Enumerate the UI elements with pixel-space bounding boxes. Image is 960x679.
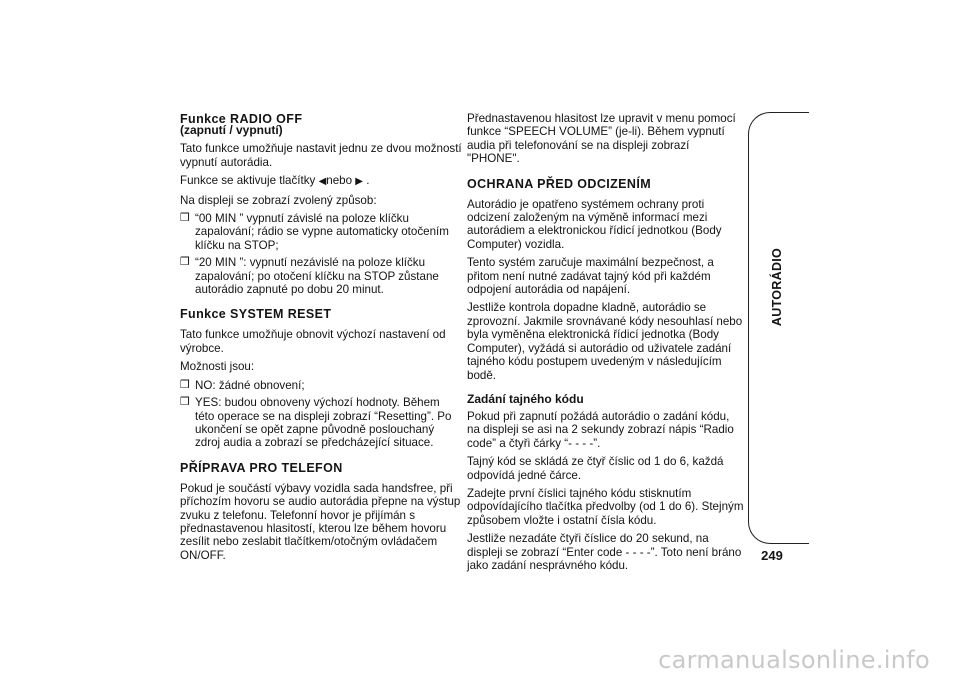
speech-volume-paragraph: Přednastavenou hlasitost lze upravit v menu pomocí funkce “SPEECH VOLUME” (je-li). Během vypnutí audia při telefonování se na displeji zobrazí "PHONE".	[467, 112, 736, 166]
code-entry-paragraph-2: Tajný kód se skládá ze čtyř číslic od 1 do 6, každá odpovídá jedné čárce.	[467, 455, 724, 482]
list-item: ❒ “00 MIN ” vypnutí závislé na poloze klíčku zapalování; rádio se vypne automaticky otočením klíčku na STOP;	[180, 212, 449, 252]
list-item: ❒ YES: budou obnoveny výchozí hodnoty. Během této operace se na displeji zobrazí “Resetting”. Po ukončení se opět zapne původně poslouchaný zdroj audia a zobrazí se předcházející situace.	[180, 396, 452, 450]
phone-prep-heading: PŘÍPRAVA PRO TELEFON	[180, 460, 343, 475]
triangle-right-icon: ▶	[355, 176, 363, 188]
code-entry-paragraph-4: Jestliže nezadáte čtyři číslice do 20 sekund, na displeji se zobrazí “Enter code - - - -”. Toto není bráno jako zadání nesprávného kódu.	[467, 532, 742, 572]
code-entry-paragraph-1: Pokud při zapnutí požádá autorádio o zadání kódu, na displeji se asi na 2 sekundy zobrazí nápis “Radio code” a čtyři čárky “- - - -”.	[467, 409, 734, 450]
watermark: carmanualsonline.info	[658, 646, 930, 674]
right-column	[467, 112, 745, 577]
triangle-left-icon: ◀	[318, 176, 327, 188]
list-item: ❒ “20 MIN ”: vypnutí nezávislé na poloze klíčku zapalování; po otočení klíčku na STOP zůstane autorádio zapnuté po dobu 20 minut.	[180, 256, 439, 297]
theft-paragraph-2: Tento systém zaručuje maximální bezpečnost, a přitom není nutné zadávat tajný kód při každém odpojení autorádia od napájení.	[467, 256, 714, 297]
checkbox-bullet-icon: ❒	[180, 396, 190, 409]
system-reset-options-label: Možnosti jsou:	[180, 360, 255, 374]
section-tab-label: AUTORÁDIO	[770, 247, 785, 327]
phone-prep-paragraph: Pokud je součástí výbavy vozidla sada handsfree, při příchozím hovoru se audio autorádia přepne na výstup zvuku z telefonu. Telefonní hovor je přijímán s přednastavenou hlasitostí, kterou lze během hovoru zesílit nebo zeslabit tlačítkem/otočným ovládačem ON/OFF.	[180, 481, 461, 562]
system-reset-options-list	[180, 379, 462, 450]
radio-off-buttons-paragraph: Funkce se aktivuje tlačítky ◀nebo ▶ .	[180, 174, 370, 188]
radio-off-subheading: (zapnutí / vypnutí)	[180, 123, 283, 137]
radio-off-display-paragraph: Na displeji se zobrazí zvolený způsob:	[180, 193, 377, 207]
radio-off-paragraph: Tato funkce umožňuje nastavit jednu ze dvou možností vypnutí autorádia.	[180, 142, 462, 169]
left-column	[180, 112, 462, 567]
system-reset-heading: Funkce SYSTEM RESET	[180, 307, 332, 322]
theft-protection-heading: OCHRANA PŘED ODCIZENÍM	[467, 176, 652, 191]
checkbox-bullet-icon: ❒	[180, 212, 190, 225]
radio-off-options-list	[180, 212, 462, 296]
radio-off-heading: Funkce RADIO OFF	[180, 112, 303, 126]
checkbox-bullet-icon: ❒	[180, 378, 190, 391]
page-number: 249	[761, 548, 783, 563]
theft-paragraph-3: Jestliže kontrola dopadne kladně, autorádio se zprovozní. Jakmile srovnávané kódy nesouhlasí nebo byla vyměněna elektronická řídicí jednotka (Body Computer), vyžádá si autorádio od uživatele zadání tajného kódu postupem uvedeným v následujícím bodě.	[467, 301, 743, 382]
code-entry-paragraph-3: Zadejte první číslici tajného kódu stisknutím odpovídajícího tlačítka předvolby (od 1 do 6). Stejným způsobem vložte i ostatní čísla kódu.	[467, 486, 744, 527]
system-reset-paragraph: Tato funkce umožňuje obnovit výchozí nastavení od výrobce.	[180, 328, 446, 355]
list-item: ❒ NO: žádné obnovení;	[180, 378, 305, 392]
theft-paragraph-1: Autorádio je opatřeno systémem ochrany proti odcizení založeným na výměně informací mezi autorádiem a elektronickou řídicí jednotkou (Body Computer) vozidla.	[467, 197, 722, 251]
code-entry-heading: Zadání tajného kódu	[467, 391, 584, 406]
checkbox-bullet-icon: ❒	[180, 256, 190, 269]
